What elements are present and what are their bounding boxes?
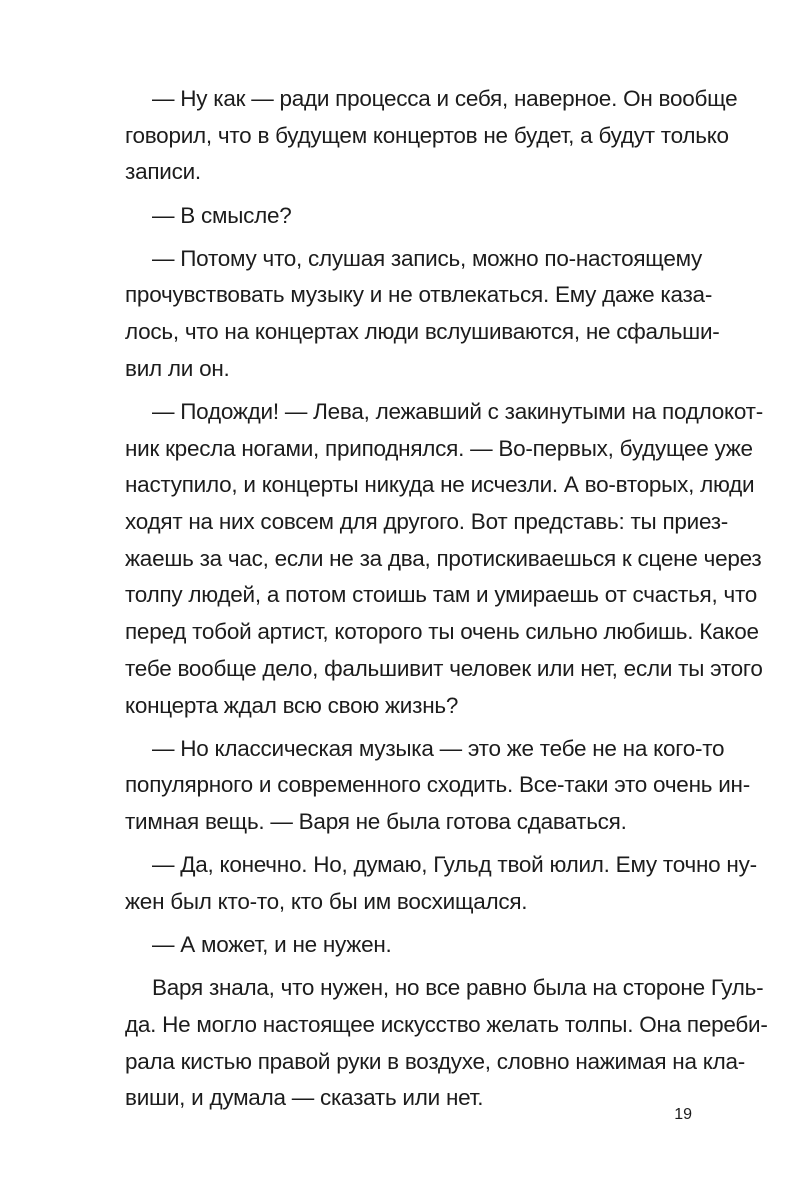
paragraph-5 (125, 731, 750, 841)
text-line: ходят на них совсем для другого. Вот представь: ты приез- (125, 509, 729, 535)
paragraph-2 (125, 198, 692, 235)
text-line: — В смысле? (152, 202, 292, 228)
text-line: — Потому что, слушая запись, можно по-настоящему (152, 245, 703, 271)
text-line: ник кресла ногами, приподнялся. — Во-первых, будущее уже (125, 435, 753, 461)
text-line: — Подожди! — Лева, лежавший с закинутыми на подлокот- (152, 399, 763, 424)
text-line: да. Не могло настоящее искусство желать толпы. Она переби- (125, 1012, 768, 1037)
paragraph-3 (125, 241, 720, 388)
text-line: — А может, и не нужен. (152, 932, 392, 958)
page-number: 19 (674, 1106, 692, 1123)
text-line: — Но классическая музыка — это же тебе не на кого-то (152, 735, 725, 761)
text-line: рала кистью правой руки в воздухе, словно нажимая на кла- (125, 1048, 745, 1074)
text-line: записи. (125, 159, 201, 185)
text-line: наступило, и концерты никуда не исчезли. А во-вторых, люди (125, 472, 755, 498)
text-line: — Ну как — ради процесса и себя, наверное. Он вообще (152, 86, 738, 111)
text-line: перед тобой артист, которого ты очень сильно любишь. Какое (125, 619, 759, 645)
paragraph-8 (125, 970, 768, 1117)
text-line: тебе вообще дело, фальшивит человек или нет, если ты этого (125, 655, 763, 681)
body-text (125, 81, 768, 1117)
text-line: виши, и думала — сказать или нет. (125, 1085, 484, 1111)
text-line: тимная вещь. — Варя не была готова сдаваться. (125, 809, 627, 835)
text-line: толпу людей, а потом стоишь там и умираешь от счастья, что (125, 582, 758, 608)
text-line: жен был кто-то, кто бы им восхищался. (125, 888, 528, 914)
text-line: концерта ждал всю свою жизнь? (125, 692, 459, 718)
text-line: лось, что на концертах люди вслушиваются, не сфальши- (125, 319, 720, 345)
text-line: говорил, что в будущем концертов не будет, а будут только (125, 122, 729, 148)
text-line: популярного и современного сходить. Все-таки это очень ин- (125, 772, 750, 798)
text-line: Варя знала, что нужен, но все равно была на стороне Гуль- (152, 975, 764, 1001)
paragraph-1 (125, 81, 738, 191)
text-line: прочувствовать музыку и не отвлекаться. Ему даже каза- (125, 282, 713, 308)
text-line: вил ли он. (125, 355, 230, 381)
paragraph-4 (125, 394, 763, 724)
paragraph-7 (125, 927, 692, 964)
text-line: жаешь за час, если не за два, протискиваешься к сцене через (125, 545, 762, 571)
text-line: — Да, конечно. Но, думаю, Гульд твой юлил. Ему точно ну- (152, 852, 757, 878)
paragraph-6 (125, 847, 757, 920)
